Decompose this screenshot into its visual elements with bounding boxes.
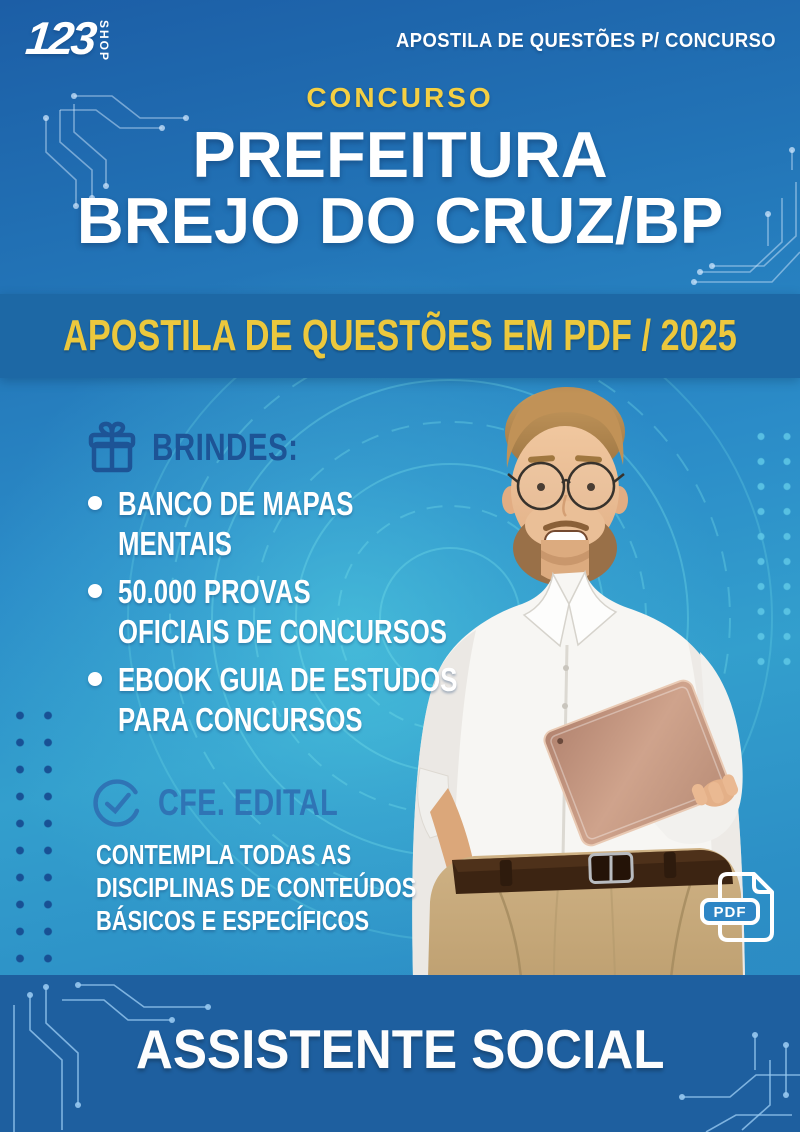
brindes-list (86, 484, 553, 748)
hero-title-line2: BREJO DO CRUZ/BP (76, 184, 724, 257)
job-role-title: ASSISTENTE SOCIAL (135, 1017, 665, 1080)
list-item: BANCO DE MAPAS MENTAIS (86, 484, 553, 564)
gift-icon (86, 420, 138, 476)
circuit-trace-bottom-right (679, 1032, 800, 1132)
footer-band (0, 975, 800, 1132)
check-circle-icon (92, 778, 142, 828)
brand-logo-shop: SHOP (96, 20, 111, 63)
hero-title-block (0, 82, 800, 257)
list-item: 50.000 PROVAS OFICIAIS DE CONCURSOS (86, 572, 553, 652)
brindes-heading: BRINDES: (152, 426, 299, 469)
brand-logo (23, 12, 111, 64)
pdf-badge-label: PDF (713, 904, 747, 921)
brand-logo-number: 123 (23, 12, 97, 64)
brindes-heading-row (86, 420, 340, 476)
edital-heading: CFE. EDITAL (158, 782, 339, 823)
edital-description: CONTEMPLA TODAS AS DISCIPLINAS DE CONTEÚDOS BÁSICOS E ESPECÍFICOS (96, 839, 417, 936)
banner-band (0, 294, 800, 378)
bullet-dot (88, 672, 102, 686)
header-tagline: APOSTILA DE QUESTÕES P/ CONCURSO (395, 30, 776, 52)
bullet-dot (88, 584, 102, 598)
list-item: EBOOK GUIA DE ESTUDOS PARA CONCURSOS (86, 660, 553, 740)
bullet-dot (88, 496, 102, 510)
hero-title-line1: PREFEITURA (192, 118, 608, 191)
hero-kicker: CONCURSO (306, 82, 494, 113)
pdf-file-icon (698, 870, 782, 946)
banner-label: APOSTILA DE QUESTÕES EM PDF / 2025 (63, 311, 737, 360)
edital-heading-row (92, 778, 389, 828)
